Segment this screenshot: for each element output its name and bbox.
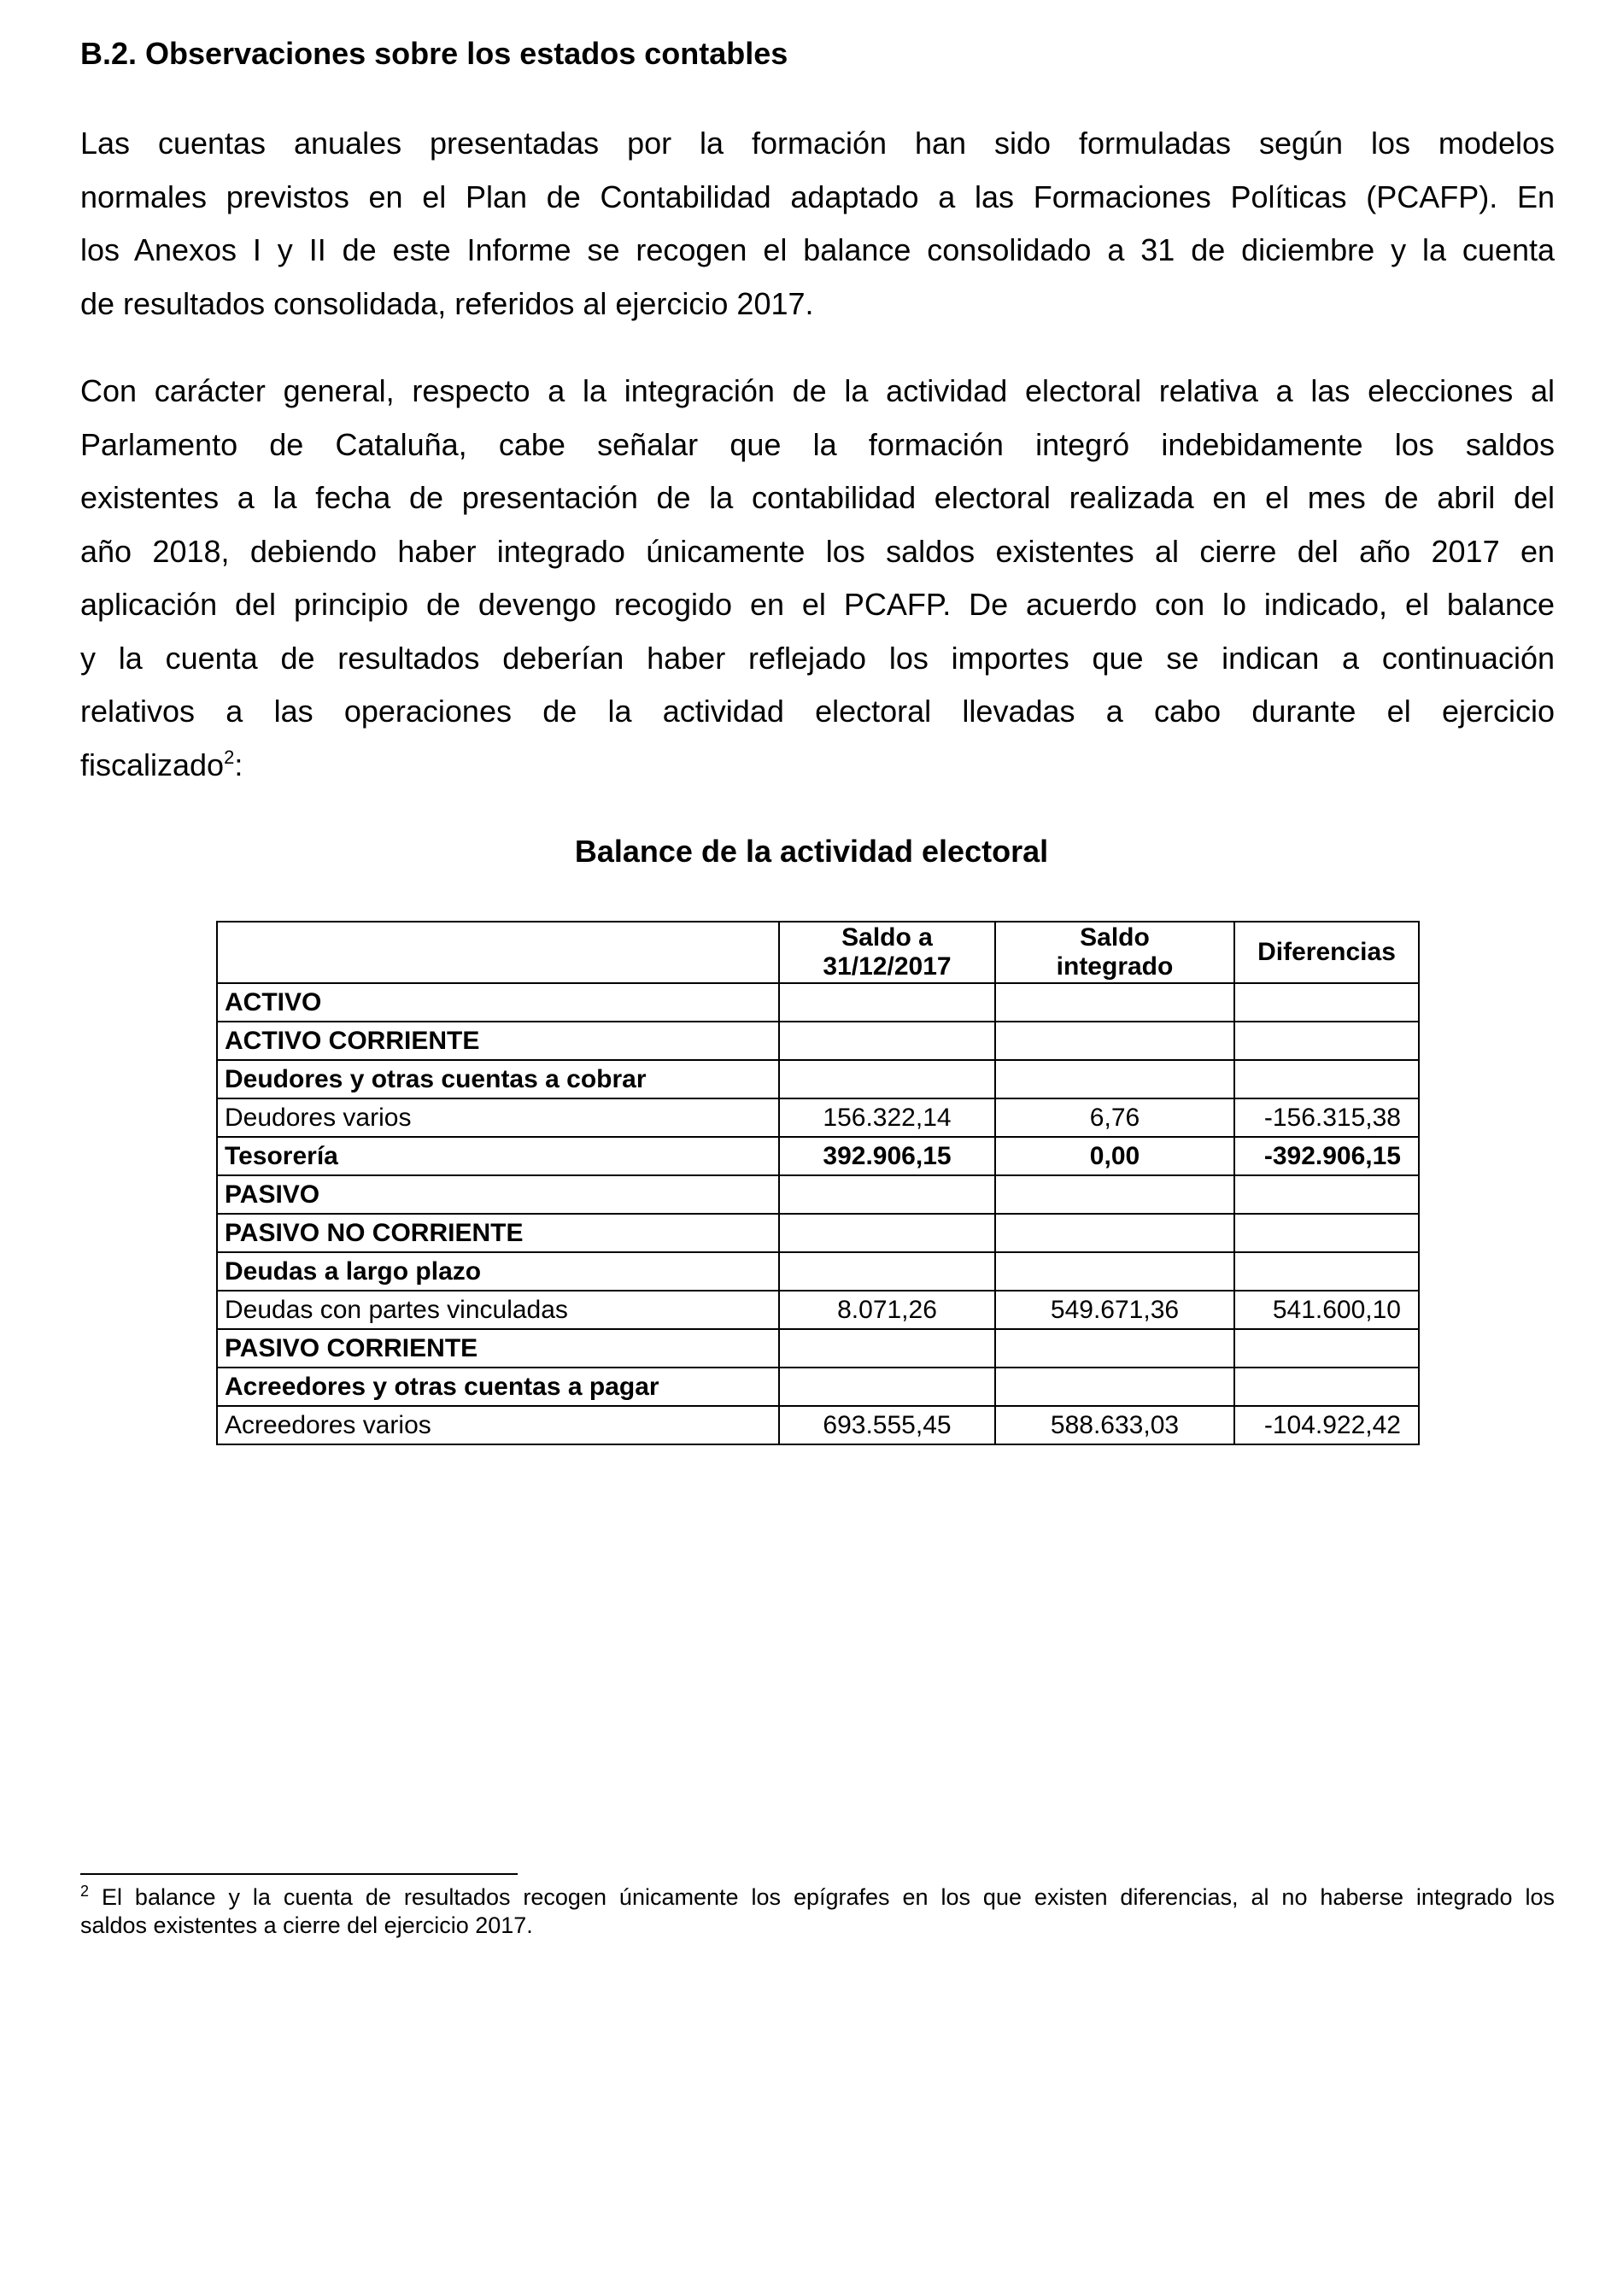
table-header-row	[217, 922, 1419, 983]
footnote-number: 2	[80, 1883, 90, 1900]
diferencias-cell	[1234, 983, 1419, 1022]
paragraph-line: Parlamento de Cataluña, cabe señalar que la formación integró indebidamente los saldos	[80, 426, 1555, 462]
row-label-cell: ACTIVO CORRIENTE	[217, 1022, 779, 1060]
row-label-cell: Deudas con partes vinculadas	[217, 1291, 779, 1329]
paragraph-line: Con carácter general, respecto a la integración de la actividad electoral relativa a las elecciones al	[80, 373, 1555, 408]
header-text: integrado	[1056, 952, 1174, 981]
paragraph-2	[80, 365, 1555, 792]
diferencias-cell: -392.906,15	[1234, 1137, 1419, 1175]
saldo-cell	[779, 1329, 995, 1368]
paragraph-line: y la cuenta de resultados deberían haber reflejado los importes que se indican a continuación	[80, 640, 1555, 676]
footnote-line	[80, 1883, 1555, 1912]
table-row	[217, 1329, 1419, 1368]
integrado-cell	[995, 1022, 1234, 1060]
integrado-cell	[995, 1252, 1234, 1291]
table-row	[217, 1252, 1419, 1291]
paragraph-line: relativos a las operaciones de la actividad electoral llevadas a cabo durante el ejercicio	[80, 694, 1555, 729]
table-row	[217, 1060, 1419, 1098]
saldo-cell	[779, 1022, 995, 1060]
row-label-cell: Deudores y otras cuentas a cobrar	[217, 1060, 779, 1098]
integrado-cell: 6,76	[995, 1098, 1234, 1137]
integrado-cell	[995, 1175, 1234, 1214]
diferencias-cell: 541.600,10	[1234, 1291, 1419, 1329]
integrado-cell	[995, 983, 1234, 1022]
diferencias-cell: -156.315,38	[1234, 1098, 1419, 1137]
saldo-cell	[779, 983, 995, 1022]
table-row	[217, 1406, 1419, 1444]
row-label-cell: Acreedores varios	[217, 1406, 779, 1444]
saldo-cell	[779, 1252, 995, 1291]
table-row	[217, 1368, 1419, 1406]
paragraph-line: año 2018, debiendo haber integrado únicamente los saldos existentes al cierre del año 2017 en	[80, 533, 1555, 569]
paragraph-line: normales previstos en el Plan de Contabilidad adaptado a las Formaciones Políticas (PCAFP). En	[80, 179, 1555, 214]
diferencias-cell	[1234, 1022, 1419, 1060]
saldo-cell: 156.322,14	[779, 1098, 995, 1137]
integrado-cell	[995, 1368, 1234, 1406]
footnote-reference[interactable]: 2	[224, 746, 235, 768]
integrado-cell	[995, 1214, 1234, 1252]
table-row	[217, 1175, 1419, 1214]
saldo-cell	[779, 1214, 995, 1252]
integrado-cell: 588.633,03	[995, 1406, 1234, 1444]
section-heading: B.2. Observaciones sobre los estados contables	[80, 36, 788, 71]
header-text: Saldo a	[841, 923, 933, 952]
saldo-cell	[779, 1368, 995, 1406]
table-row	[217, 1214, 1419, 1252]
diferencias-cell	[1234, 1252, 1419, 1291]
row-label-cell: Acreedores y otras cuentas a pagar	[217, 1368, 779, 1406]
diferencias-cell	[1234, 1214, 1419, 1252]
row-label-cell: PASIVO	[217, 1175, 779, 1214]
row-label-cell: PASIVO CORRIENTE	[217, 1329, 779, 1368]
table-row	[217, 1137, 1419, 1175]
footnote-separator	[80, 1873, 518, 1875]
row-label-cell: Tesorería	[217, 1137, 779, 1175]
integrado-cell	[995, 1329, 1234, 1368]
header-cell-saldo	[779, 922, 995, 983]
paragraph-line: de resultados consolidada, referidos al ejercicio 2017.	[80, 285, 814, 321]
row-label-cell: Deudas a largo plazo	[217, 1252, 779, 1291]
saldo-cell: 8.071,26	[779, 1291, 995, 1329]
row-label-cell: ACTIVO	[217, 983, 779, 1022]
paragraph-line: aplicación del principio de devengo recogido en el PCAFP. De acuerdo con lo indicado, el balance	[80, 587, 1555, 622]
header-cell-diferencias: Diferencias	[1234, 922, 1419, 983]
paragraph-punctuation: :	[234, 747, 243, 782]
row-label-cell: Deudores varios	[217, 1098, 779, 1137]
diferencias-cell	[1234, 1329, 1419, 1368]
footnote-text: El balance y la cuenta de resultados recogen únicamente los epígrafes en los que existen diferencias, al no haberse integrado los	[89, 1884, 1555, 1910]
paragraph-line: existentes a la fecha de presentación de la contabilidad electoral realizada en el mes de abril del	[80, 480, 1555, 515]
table-row	[217, 1098, 1419, 1137]
table-row	[217, 1291, 1419, 1329]
paragraph-text: fiscalizado	[80, 747, 225, 782]
diferencias-cell	[1234, 1060, 1419, 1098]
header-text: Saldo	[1080, 923, 1150, 952]
row-label-cell: PASIVO NO CORRIENTE	[217, 1214, 779, 1252]
diferencias-cell: -104.922,42	[1234, 1406, 1419, 1444]
paragraph-1	[80, 117, 1555, 331]
header-cell-concept	[217, 922, 779, 983]
header-text: 31/12/2017	[823, 952, 952, 981]
table-row	[217, 1022, 1419, 1060]
paragraph-line: los Anexos I y II de este Informe se recogen el balance consolidado a 31 de diciembre y la cuenta	[80, 232, 1555, 267]
paragraph-line: Las cuentas anuales presentadas por la formación han sido formuladas según los modelos	[80, 126, 1555, 161]
table-row	[217, 983, 1419, 1022]
table-title: Balance de la actividad electoral	[574, 834, 1049, 869]
header-cell-integrado	[995, 922, 1234, 983]
footnote-line: saldos existentes a cierre del ejercicio 2017.	[80, 1912, 533, 1938]
integrado-cell: 0,00	[995, 1137, 1234, 1175]
integrado-cell	[995, 1060, 1234, 1098]
saldo-cell: 392.906,15	[779, 1137, 995, 1175]
saldo-cell	[779, 1175, 995, 1214]
diferencias-cell	[1234, 1368, 1419, 1406]
saldo-cell: 693.555,45	[779, 1406, 995, 1444]
diferencias-cell	[1234, 1175, 1419, 1214]
footnote	[80, 1883, 1555, 1940]
paragraph-line	[80, 739, 1555, 793]
balance-table	[216, 921, 1420, 1445]
integrado-cell: 549.671,36	[995, 1291, 1234, 1329]
saldo-cell	[779, 1060, 995, 1098]
